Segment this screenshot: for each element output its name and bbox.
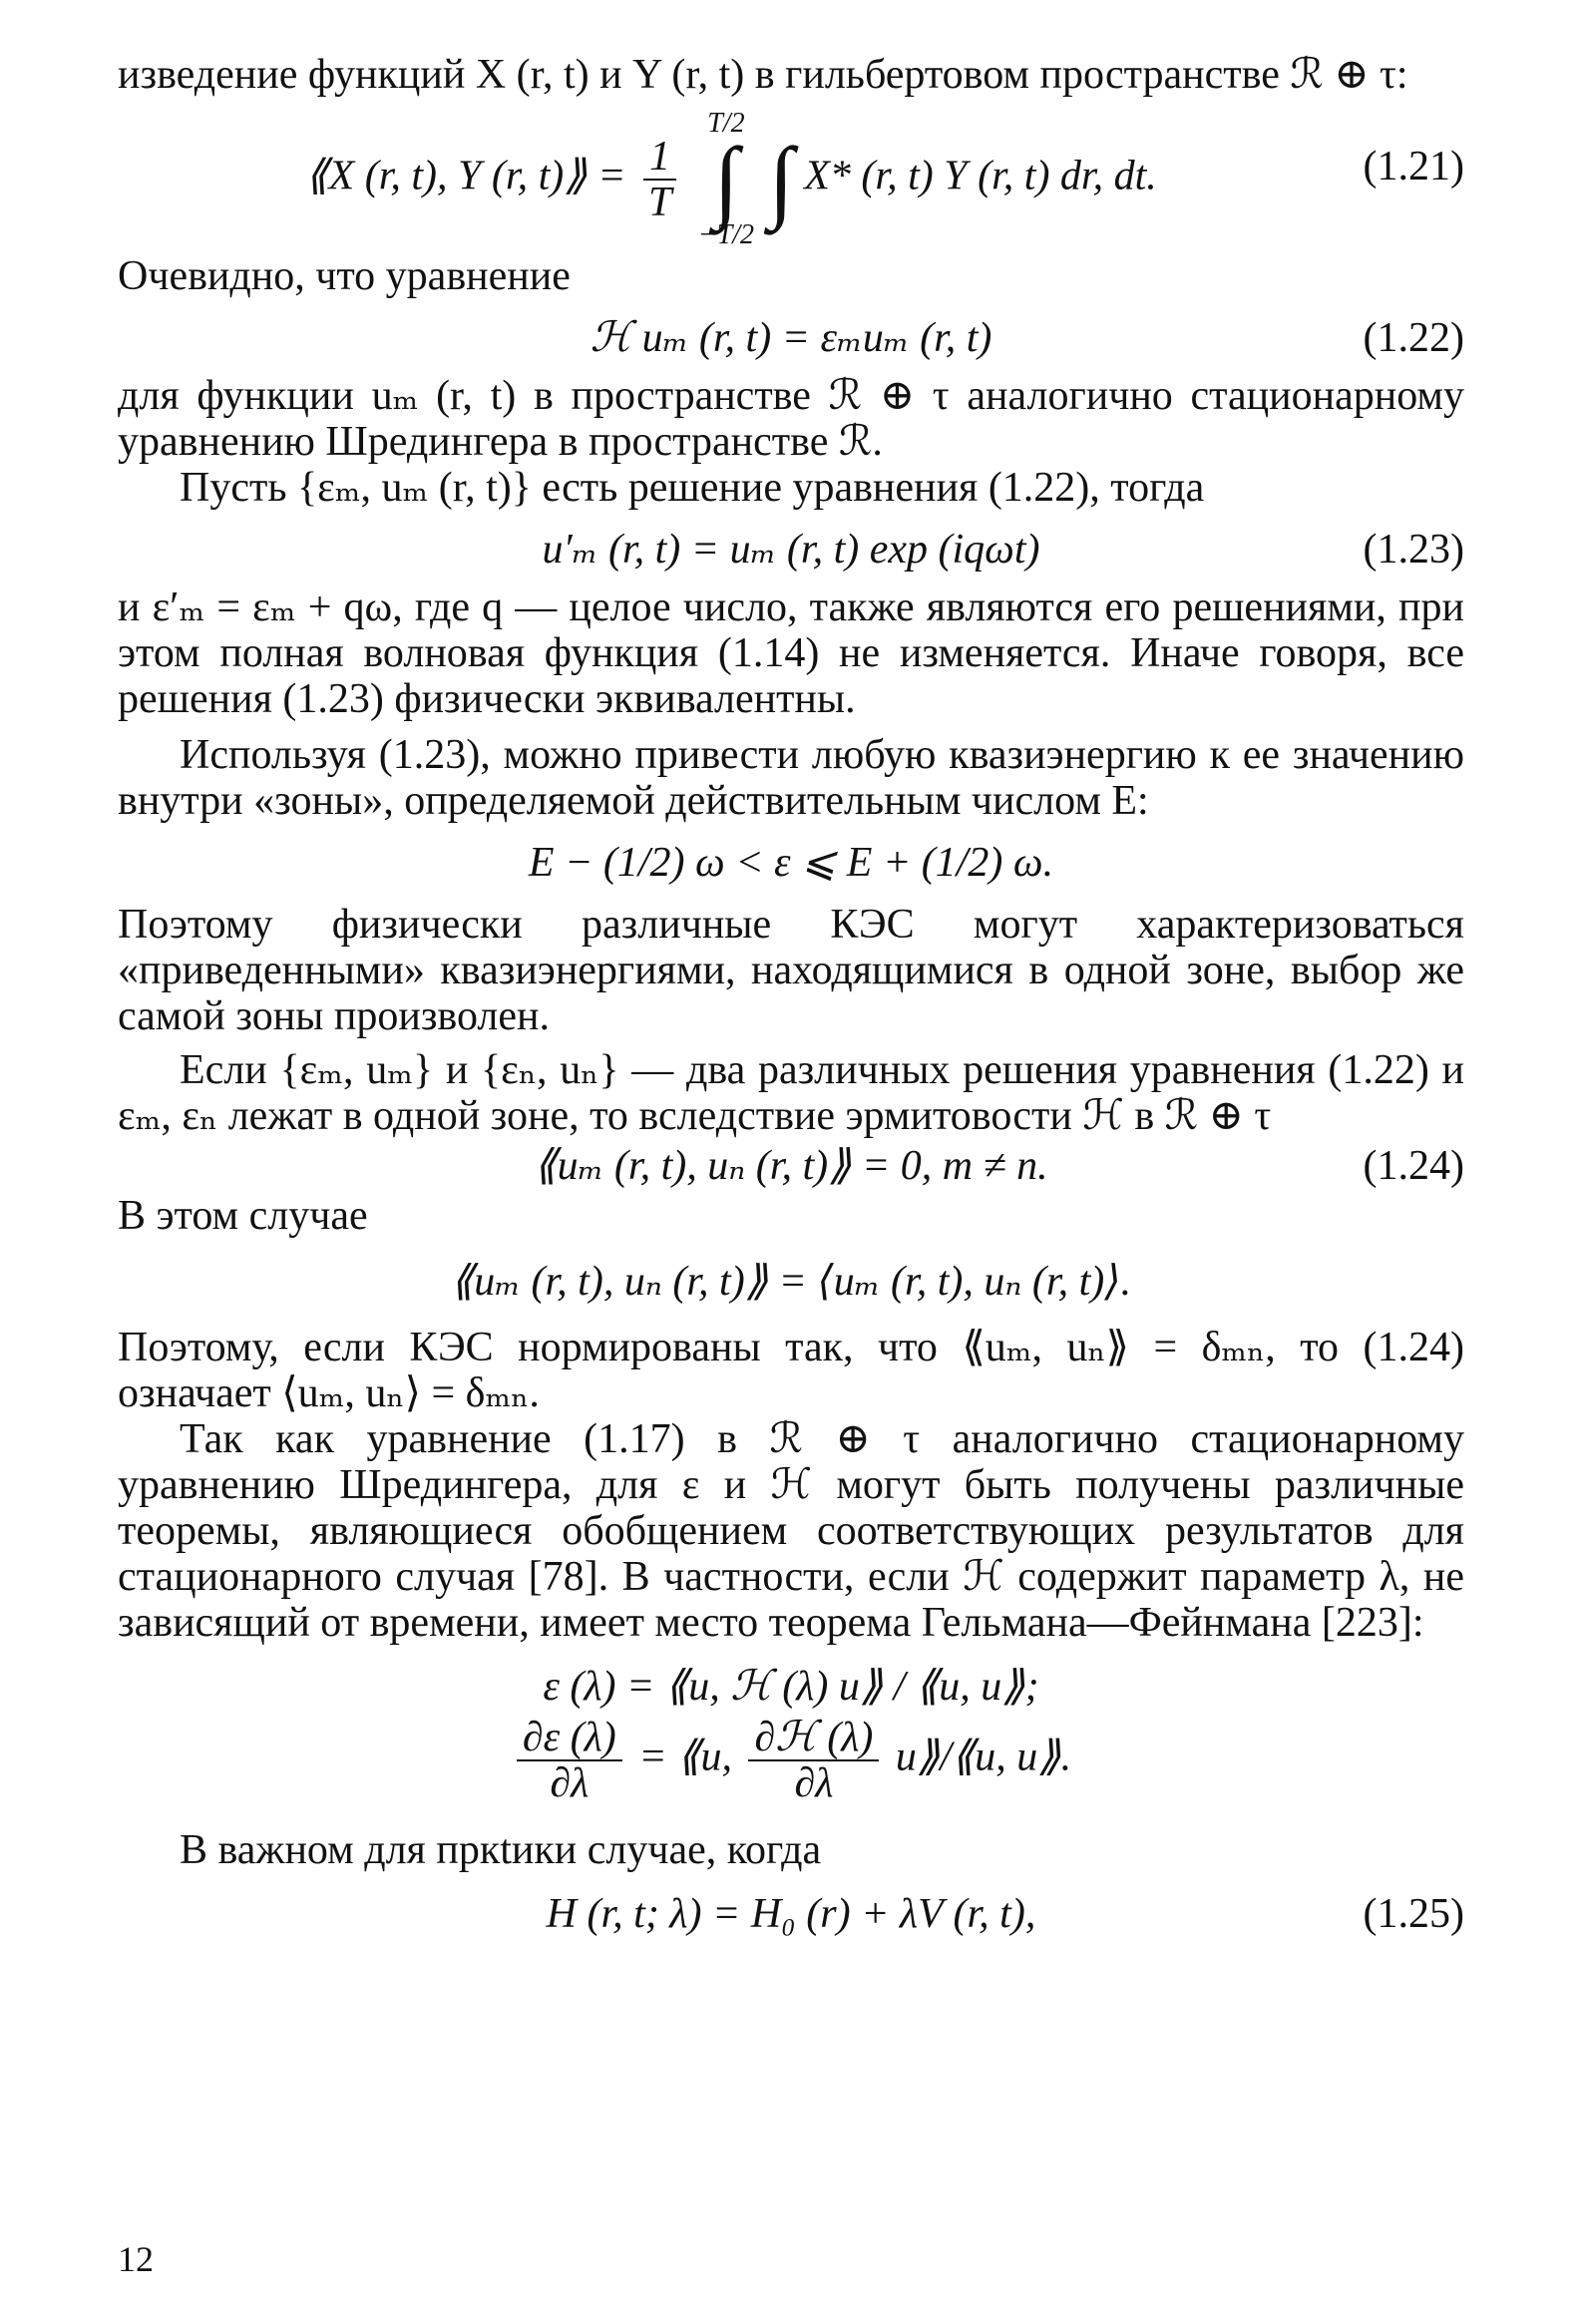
paragraph: Так как уравнение (1.17) в ℛ ⊕ τ аналогично стационарному уравнению Шредингера, для ε и ℋ могут быть получены различные теоремы, являющиеся обобщением соответствующих результатов для стационарного случая [78]. В частности, если ℋ содержит параметр λ, не зависящий от времени, имеет место теорема Гельмана—Фейнмана [223]:: [118, 1416, 1464, 1646]
paragraph: и ε′ₘ = εₘ + qω, где q — целое число, также являются его решениями, при этом полная волновая функция (1.14) не изменяется. Иначе говоря, все решения (1.23) физически эквивалентны.: [118, 584, 1464, 722]
eq-text: ε (λ) = ⟪u, ℋ (λ) u⟫ / ⟪u, u⟫;: [543, 1664, 1039, 1710]
eq-integrand: X* (r, t) Y (r, t) dr, dt.: [804, 153, 1157, 199]
equation-number: (1.24): [1363, 1143, 1464, 1189]
paragraph: изведение функций X (r, t) и Y (r, t) в гильбертовом пространстве ℛ ⊕ τ:: [118, 52, 1408, 98]
paragraph: Поэтому физически различные КЭС могут характеризоваться «приведенными» квазиэнергиями, находящимися в одной зоне, выбор же самой зоны произволен.: [118, 902, 1464, 1039]
paragraph: В этом случае: [118, 1193, 368, 1239]
paragraph: Поэтому, если КЭС нормированы так, что ⟪uₘ, uₙ⟫ = δₘₙ, то (1.24) означает ⟨uₘ, uₙ⟩ = δₘₙ.: [118, 1325, 1464, 1416]
equation-zone: [118, 840, 1464, 886]
equation-1-23: [118, 527, 1464, 573]
paragraph: Если {εₘ, uₘ} и {εₙ, uₙ} — два различных решения уравнения (1.22) и εₘ, εₙ лежат в одной зоне, то вследствие эрмитовости ℋ в ℛ ⊕ τ: [118, 1047, 1464, 1139]
eq-lhs: ⟪X (r, t), Y (r, t)⟫ =: [305, 153, 626, 199]
paragraph: В важном для пркtики случае, когда: [180, 1827, 822, 1873]
paragraph: Пусть {εₘ, uₘ (r, t)} есть решение уравнения (1.22), тогда: [180, 465, 1205, 511]
fraction: $\frac{\partial\varepsilon (\lambda)}{\partial\lambda}$: [517, 1716, 622, 1805]
eq-text: ⟪uₘ (r, t), uₙ (r, t)⟫ = ⟨uₘ (r, t), uₙ (r, t)⟩.: [450, 1259, 1132, 1305]
integral-icon: ∫: [768, 129, 794, 230]
integral-icon: T/2 ∫ −T/2: [697, 108, 755, 250]
fraction: $\frac{1}{T}$: [642, 135, 677, 224]
equation-number: (1.21): [1363, 144, 1464, 190]
eq-text: ℋ uₘ (r, t) = εₘuₘ (r, t): [590, 315, 992, 361]
equation-hf-2: [118, 1716, 1464, 1805]
equation-number: (1.22): [1363, 315, 1464, 361]
paragraph: Очевидно, что уравнение: [118, 253, 571, 299]
equation-1-24: [118, 1143, 1464, 1189]
equation-case: [118, 1259, 1464, 1305]
eq-text: E − (1/2) ω < ε ⩽ E + (1/2) ω.: [528, 840, 1054, 886]
page-number: 12: [118, 2239, 154, 2279]
eq-text: H (r, t; λ) = H₀ (r) + λV (r, t),: [546, 1891, 1036, 1937]
equation-number: (1.25): [1363, 1891, 1464, 1937]
equation-number: (1.23): [1363, 527, 1464, 573]
eq-text: = ⟪u,: [638, 1734, 732, 1780]
eq-text: ⟪uₘ (r, t), uₙ (r, t)⟫ = 0, m ≠ n.: [534, 1143, 1048, 1189]
fraction: $\frac{\text{∂ℋ (λ)}}{\partial\lambda}$: [748, 1716, 879, 1805]
equation-hf-1: [118, 1664, 1464, 1710]
equation-1-21: [118, 108, 1464, 250]
equation-1-25: [118, 1891, 1464, 1937]
page: [118, 52, 1464, 2296]
paragraph: Используя (1.23), можно привести любую квазиэнергию к ее значению внутри «зоны», определяемой действительным числом E:: [118, 732, 1464, 824]
paragraph: для функции uₘ (r, t) в пространстве ℛ ⊕ τ аналогично стационарному уравнению Шредингера в пространстве ℛ.: [118, 373, 1464, 465]
eq-text: u⟫/⟪u, u⟫.: [895, 1734, 1072, 1780]
equation-1-22: [118, 315, 1464, 361]
eq-text: u′ₘ (r, t) = uₘ (r, t) exp (iqωt): [542, 527, 1040, 573]
